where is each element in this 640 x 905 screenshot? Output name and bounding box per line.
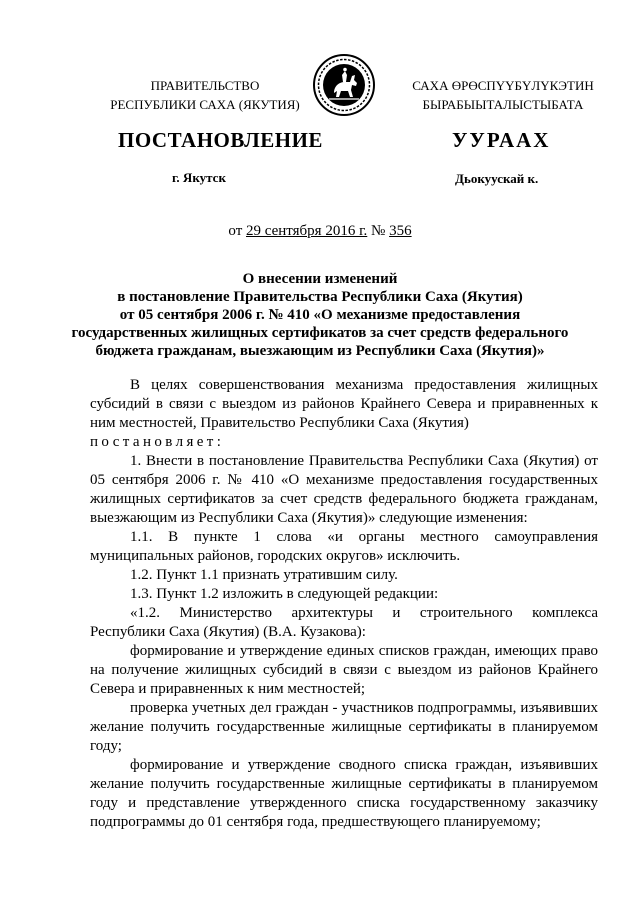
title-line: государственных жилищных сертификатов за счет средств федерального	[71, 325, 569, 341]
government-name-sakha	[388, 76, 618, 114]
body-paragraph: 1.3. Пункт 1.2 изложить в следующей редакции:	[130, 586, 439, 602]
government-name-ru-line1: ПРАВИТЕЛЬСТВО	[150, 78, 260, 93]
body-paragraph: 1.2. Пункт 1.1 признать утратившим силу.	[130, 567, 398, 583]
body-paragraph: проверка учетных дел граждан - участников подпрограммы, изъявивших желание получить государственные жилищные сертификаты в планируемом году;	[90, 700, 598, 754]
coat-of-arms-emblem	[312, 53, 376, 117]
document-number: 356	[389, 223, 412, 239]
body-paragraph: 1.1. В пункте 1 слова «и органы местного самоуправления муниципальных районов, городских округов» исключить.	[90, 529, 598, 564]
date-number-line	[0, 223, 640, 240]
city-ru: г. Якутск	[172, 170, 226, 185]
number-prefix: №	[367, 223, 390, 239]
body-paragraph: «1.2. Министерство архитектуры и строительного комплекса Республики Саха (Якутия) (В.А. Кузакова):	[90, 605, 598, 640]
government-name-ru	[90, 76, 320, 114]
title-line: бюджета гражданам, выезжающим из Республики Саха (Якутия)»	[95, 343, 545, 359]
government-name-sakha-line2: БЫРАБЫЫТАЛЫСТЫБАТА	[422, 97, 584, 112]
resolves-word: постановляет:	[90, 434, 225, 450]
title-line: от 05 сентября 2006 г. № 410 «О механизме предоставления	[119, 307, 521, 323]
government-name-sakha-line1: САХА ӨРӨСПҮҮБҮЛҮКЭТИН	[412, 78, 594, 93]
city-sakha: Дьокуускай к.	[455, 171, 539, 186]
preamble-paragraph: В целях совершенствования механизма предоставления жилищных субсидий в связи с выездом из районов Крайнего Севера и приравненных к ним местностей, Правительство Республики Саха (Якутия)	[90, 377, 598, 431]
document-date: 29 сентября 2016 г.	[246, 223, 368, 239]
document-type-sakha: УУРААХ	[452, 128, 551, 152]
date-prefix: от	[228, 223, 246, 239]
document-type-ru: ПОСТАНОВЛЕНИЕ	[118, 128, 323, 152]
body-paragraph: формирование и утверждение единых списков граждан, имеющих право на получение жилищных субсидий в связи с выездом из районов Крайнего Севера и приравненных к ним местностей;	[90, 643, 598, 697]
government-name-ru-line2: РЕСПУБЛИКИ САХА (ЯКУТИЯ)	[110, 97, 300, 112]
body-paragraph: формирование и утверждение сводного списка граждан, изъявивших желание получить государственные жилищные сертификаты в планируемом году и представление утвержденного списка государственному заказчику подпрограммы до 01 сентября года, предшествующего планируемому;	[90, 757, 598, 830]
title-line: О внесении изменений	[242, 271, 398, 287]
document-body	[90, 376, 598, 832]
document-title	[60, 270, 580, 360]
body-paragraph: 1. Внести в постановление Правительства Республики Саха (Якутия) от 05 сентября 2006 г. № 410 «О механизме предоставления государственных жилищных сертификатов за счет средств федерального бюджета гражданам, выезжающим из Республики Саха (Якутия)» следующие изменения:	[90, 453, 598, 526]
title-line: в постановление Правительства Республики Саха (Якутия)	[117, 289, 523, 305]
